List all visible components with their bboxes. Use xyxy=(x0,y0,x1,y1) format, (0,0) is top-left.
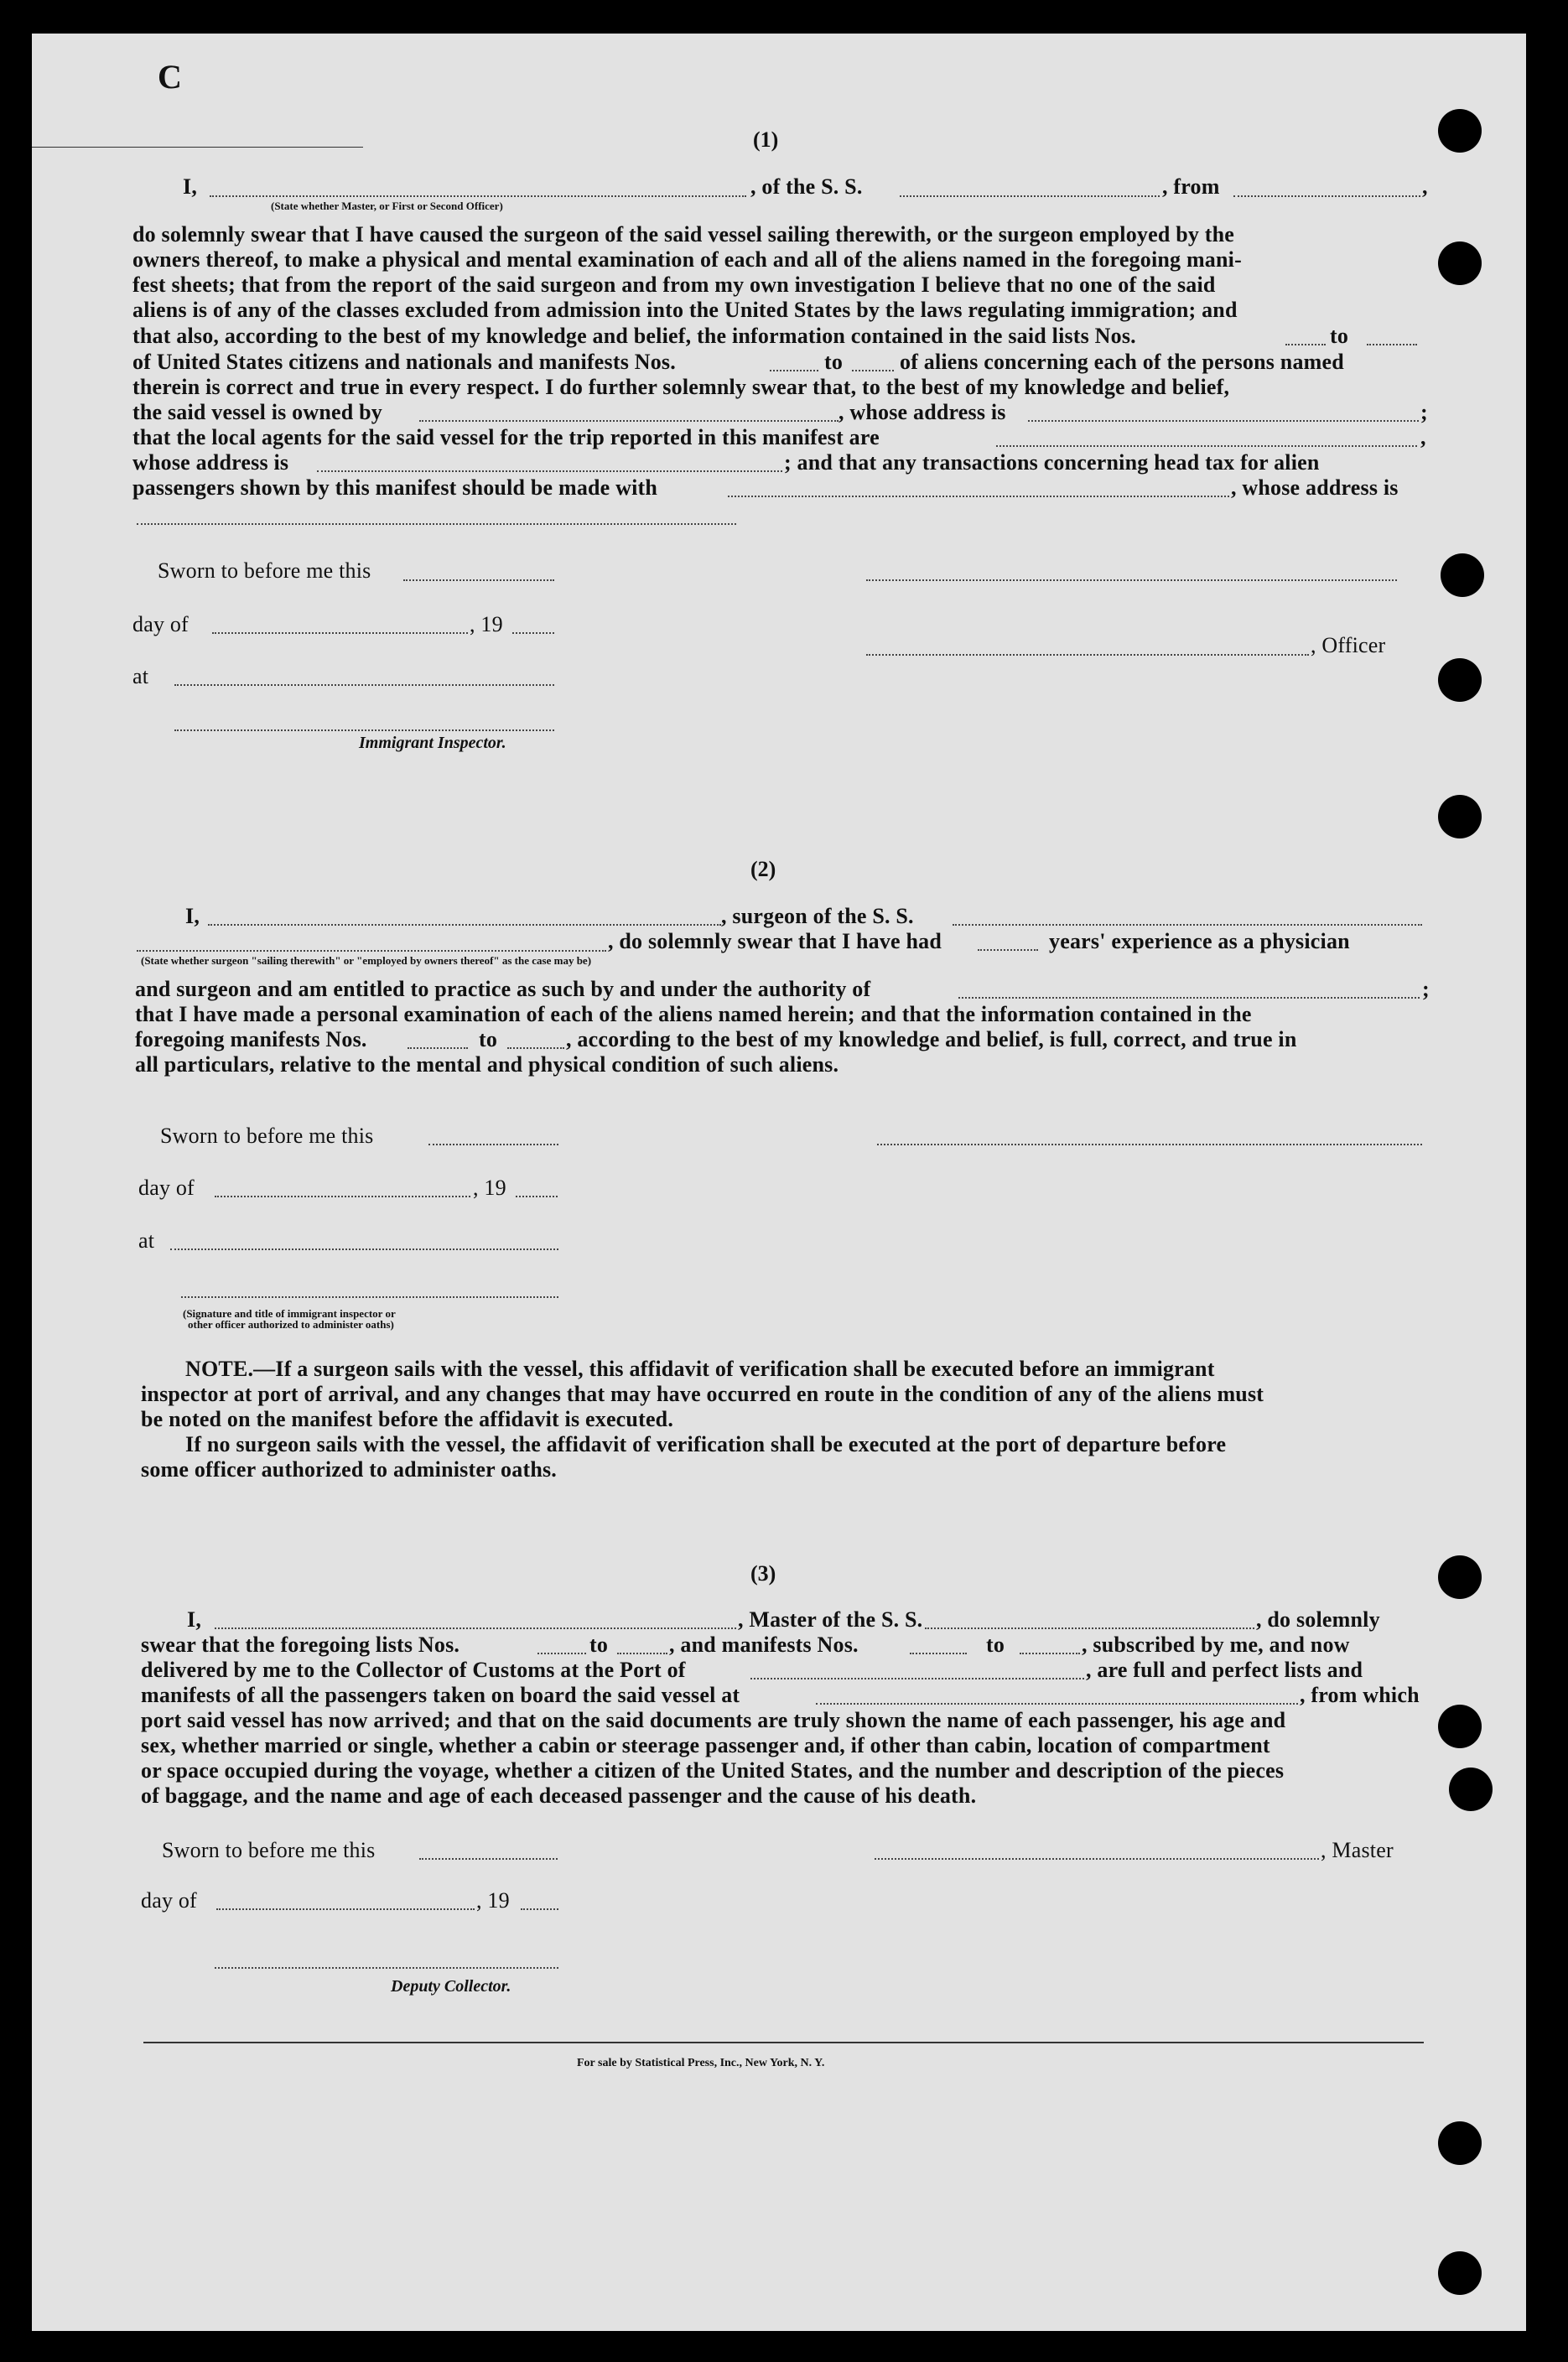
s3-year: , 19 xyxy=(476,1888,510,1913)
s3-master-name-field[interactable] xyxy=(215,1627,736,1629)
s2-inspector-signature-field[interactable] xyxy=(181,1296,558,1298)
s1-agents-field[interactable] xyxy=(996,445,1417,447)
s3-line-3-end: , are full and perfect lists and xyxy=(1086,1658,1363,1682)
s3-master-signature-field[interactable] xyxy=(875,1858,1319,1860)
s2-line-5: foregoing manifests Nos. xyxy=(135,1027,367,1051)
s3-lists-from-field[interactable] xyxy=(537,1653,586,1654)
s3-master-of-ss: , Master of the S. S. xyxy=(738,1607,923,1632)
s3-port-field[interactable] xyxy=(750,1678,1084,1679)
s2-at: at xyxy=(138,1228,155,1253)
s1-para-9-end: , xyxy=(1420,425,1426,449)
s1-para-5: that also, according to the best of my knowledge and belief, the information contained in the said lists Nos. xyxy=(132,324,1136,348)
s1-para-8-address: , whose address is xyxy=(839,400,1006,424)
s1-para-11: passengers shown by this manifest should be made with xyxy=(132,475,658,500)
form-page xyxy=(32,34,1526,2331)
s2-manifests-to-field[interactable] xyxy=(507,1047,564,1049)
s1-year-field[interactable] xyxy=(512,632,554,634)
s2-surgeon-note: (State whether surgeon "sailing therewith" or "employed by owners thereof" as the case may be) xyxy=(141,954,592,967)
s3-line-2-to-2: to xyxy=(986,1633,1005,1657)
s1-i: I, xyxy=(183,174,198,199)
s2-authority-field[interactable] xyxy=(958,997,1420,999)
s1-para-11-end: , whose address is xyxy=(1231,475,1399,500)
s1-from: , from xyxy=(1162,174,1220,199)
s1-inspector-label: Immigrant Inspector. xyxy=(359,734,506,752)
s1-of-ss: , of the S. S. xyxy=(750,174,863,199)
s2-note-4: If no surgeon sails with the vessel, the affidavit of verification shall be executed at the port of departure before xyxy=(185,1432,1227,1456)
s1-inspector-signature-field[interactable] xyxy=(174,729,554,731)
s1-officer-label: , Officer xyxy=(1311,633,1386,657)
s2-note-3: be noted on the manifest before the affidavit is executed. xyxy=(141,1407,674,1431)
s3-line-2: swear that the foregoing lists Nos. xyxy=(141,1633,460,1657)
s3-manifests-to-field[interactable] xyxy=(1020,1653,1080,1654)
s2-signature-field[interactable] xyxy=(877,1144,1422,1145)
s2-line-6: all particulars, relative to the mental and physical condition of such aliens. xyxy=(135,1052,839,1077)
s2-ship-field[interactable] xyxy=(953,924,1422,926)
s3-line-4: manifests of all the passengers taken on board the said vessel at xyxy=(141,1683,740,1707)
s2-surgeon-of-ss: , surgeon of the S. S. xyxy=(721,904,914,928)
s1-manifests-from-field[interactable] xyxy=(770,370,818,371)
s1-para-8-end: ; xyxy=(1420,400,1428,424)
punch-hole xyxy=(1438,658,1482,702)
section-1-heading: (1) xyxy=(753,127,779,152)
s1-officer-note: (State whether Master, or First or Second Officer) xyxy=(271,200,503,212)
punch-hole xyxy=(1441,553,1484,597)
s1-para-6-to: to xyxy=(824,350,844,374)
s1-head-tax-field[interactable] xyxy=(728,496,1229,497)
s3-manifests-from-field[interactable] xyxy=(910,1653,967,1654)
s1-para-10-end: ; and that any transactions concerning head tax for alien xyxy=(784,450,1320,475)
s3-line-5: port said vessel has now arrived; and that on the said documents are truly shown the name of each passenger, his age and xyxy=(141,1708,1286,1732)
s1-manifests-to-field[interactable] xyxy=(852,370,894,371)
s2-year: , 19 xyxy=(473,1176,506,1200)
s3-line-8: of baggage, and the name and age of each deceased passenger and the cause of his death. xyxy=(141,1783,977,1808)
footer-rule xyxy=(143,2042,1424,2043)
s3-lists-to-field[interactable] xyxy=(617,1653,667,1654)
s3-year-field[interactable] xyxy=(521,1908,558,1910)
s3-deputy-signature-field[interactable] xyxy=(215,1967,558,1969)
s1-para-5-to: to xyxy=(1330,324,1349,348)
s2-manifests-from-field[interactable] xyxy=(408,1047,468,1049)
s3-do-solemnly: , do solemnly xyxy=(1256,1607,1380,1632)
punch-hole xyxy=(1438,1705,1482,1748)
s1-sworn-date-field[interactable] xyxy=(403,579,554,581)
s2-i: I, xyxy=(185,904,200,928)
s3-day-of: day of xyxy=(141,1888,197,1913)
punch-hole xyxy=(1449,1768,1493,1811)
s1-para-4: aliens is of any of the classes excluded from admission into the United States by the laws regulating immigration; and xyxy=(132,298,1238,322)
s3-month-field[interactable] xyxy=(216,1908,475,1910)
corner-mark: C xyxy=(158,58,182,96)
s1-ship-field[interactable] xyxy=(900,195,1160,197)
s1-day-of: day of xyxy=(132,612,189,636)
s2-note-2: inspector at port of arrival, and any changes that may have occurred en route in the condition of any of the aliens must xyxy=(141,1382,1264,1406)
s1-para-3: fest sheets; that from the report of the said surgeon and from my own investigation I believe that no one of the said xyxy=(132,273,1216,297)
punch-hole xyxy=(1438,1555,1482,1599)
s3-boarded-at-field[interactable] xyxy=(816,1703,1298,1705)
s1-owner-address-field[interactable] xyxy=(1028,420,1419,422)
top-rule xyxy=(32,147,363,148)
s2-surgeon-type-field[interactable] xyxy=(137,950,606,952)
s3-line-4-end: , from which xyxy=(1300,1683,1420,1707)
s1-end-comma: , xyxy=(1422,174,1428,199)
s2-at-field[interactable] xyxy=(170,1248,558,1250)
s1-at-field[interactable] xyxy=(174,684,554,686)
s2-sig-note-2: other officer authorized to administer oaths) xyxy=(188,1318,394,1331)
punch-hole xyxy=(1438,2251,1482,2295)
s1-at: at xyxy=(132,664,149,688)
s3-line-2-manifests: , and manifests Nos. xyxy=(669,1633,859,1657)
s3-line-2-to: to xyxy=(589,1633,609,1657)
s1-para-6-end: of aliens concerning each of the persons named xyxy=(900,350,1344,374)
s3-sworn: Sworn to before me this xyxy=(162,1838,376,1862)
s1-month-field[interactable] xyxy=(212,632,468,634)
s1-lists-to-field[interactable] xyxy=(1367,344,1417,345)
s1-from-field[interactable] xyxy=(1233,195,1420,197)
s2-line-3-end: ; xyxy=(1422,977,1430,1001)
punch-hole xyxy=(1438,2121,1482,2165)
s1-para-6: of United States citizens and nationals and manifests Nos. xyxy=(132,350,676,374)
s3-i: I, xyxy=(187,1607,202,1632)
section-3-heading: (3) xyxy=(750,1561,776,1586)
s3-ship-field[interactable] xyxy=(925,1627,1254,1629)
s1-year: , 19 xyxy=(470,612,503,636)
s2-line-4: that I have made a personal examination of each of the aliens named herein; and that the information contained in the xyxy=(135,1002,1252,1026)
s2-swear: , do solemnly swear that I have had xyxy=(608,929,942,953)
s2-note-5: some officer authorized to administer oaths. xyxy=(141,1457,557,1482)
s1-head-tax-address-field[interactable] xyxy=(137,523,736,525)
s1-agents-address-field[interactable] xyxy=(317,470,782,472)
s3-sworn-date-field[interactable] xyxy=(419,1858,558,1860)
punch-hole xyxy=(1438,795,1482,838)
s1-para-10: whose address is xyxy=(132,450,289,475)
s1-para-1: do solemnly swear that I have caused the surgeon of the said vessel sailing therewith, or the surgeon employed by the xyxy=(132,222,1235,247)
s3-line-3: delivered by me to the Collector of Customs at the Port of xyxy=(141,1658,686,1682)
s2-line-5-to: to xyxy=(479,1027,498,1051)
s2-month-field[interactable] xyxy=(215,1196,470,1197)
printer-imprint: For sale by Statistical Press, Inc., New York, N. Y. xyxy=(577,2057,825,2069)
s1-sworn: Sworn to before me this xyxy=(158,558,371,583)
s2-sworn: Sworn to before me this xyxy=(160,1124,374,1148)
s1-officer-signature-field[interactable] xyxy=(866,654,1309,656)
s2-line-3: and surgeon and am entitled to practice as such by and under the authority of xyxy=(135,977,871,1001)
s2-note-1: NOTE.—If a surgeon sails with the vessel, this affidavit of verification shall be executed before an immigrant xyxy=(185,1357,1215,1381)
s2-years-field[interactable] xyxy=(978,949,1038,951)
s2-sig-note-1: (Signature and title of immigrant inspector or xyxy=(183,1307,396,1320)
s3-master-label: , Master xyxy=(1321,1838,1394,1862)
s1-owner-field[interactable] xyxy=(419,420,839,422)
s2-years-experience: years' experience as a physician xyxy=(1049,929,1350,953)
s1-signature-field[interactable] xyxy=(866,579,1397,581)
s1-para-9: that the local agents for the said vessel for the trip reported in this manifest are xyxy=(132,425,880,449)
s2-day-of: day of xyxy=(138,1176,195,1200)
s1-officer-field[interactable] xyxy=(210,195,746,197)
section-2-heading: (2) xyxy=(750,857,776,881)
punch-hole xyxy=(1438,109,1482,153)
s2-year-field[interactable] xyxy=(516,1196,558,1197)
s3-line-2-end: , subscribed by me, and now xyxy=(1082,1633,1350,1657)
s3-line-7: or space occupied during the voyage, whether a citizen of the United States, and the number and description of the pieces xyxy=(141,1758,1285,1783)
s3-deputy-label: Deputy Collector. xyxy=(391,1977,511,1996)
s1-para-2: owners thereof, to make a physical and mental examination of each and all of the aliens named in the foregoing mani- xyxy=(132,247,1242,272)
s1-para-7: therein is correct and true in every respect. I do further solemnly swear that, to the best of my knowledge and belief, xyxy=(132,375,1230,399)
s2-line-5-end: , according to the best of my knowledge and belief, is full, correct, and true in xyxy=(566,1027,1297,1051)
s2-sworn-date-field[interactable] xyxy=(428,1144,558,1145)
s2-surgeon-name-field[interactable] xyxy=(208,924,721,926)
s1-para-8: the said vessel is owned by xyxy=(132,400,382,424)
s1-lists-from-field[interactable] xyxy=(1285,344,1326,345)
s3-line-6: sex, whether married or single, whether a cabin or steerage passenger and, if other than cabin, location of compartment xyxy=(141,1733,1270,1757)
punch-hole xyxy=(1438,241,1482,285)
